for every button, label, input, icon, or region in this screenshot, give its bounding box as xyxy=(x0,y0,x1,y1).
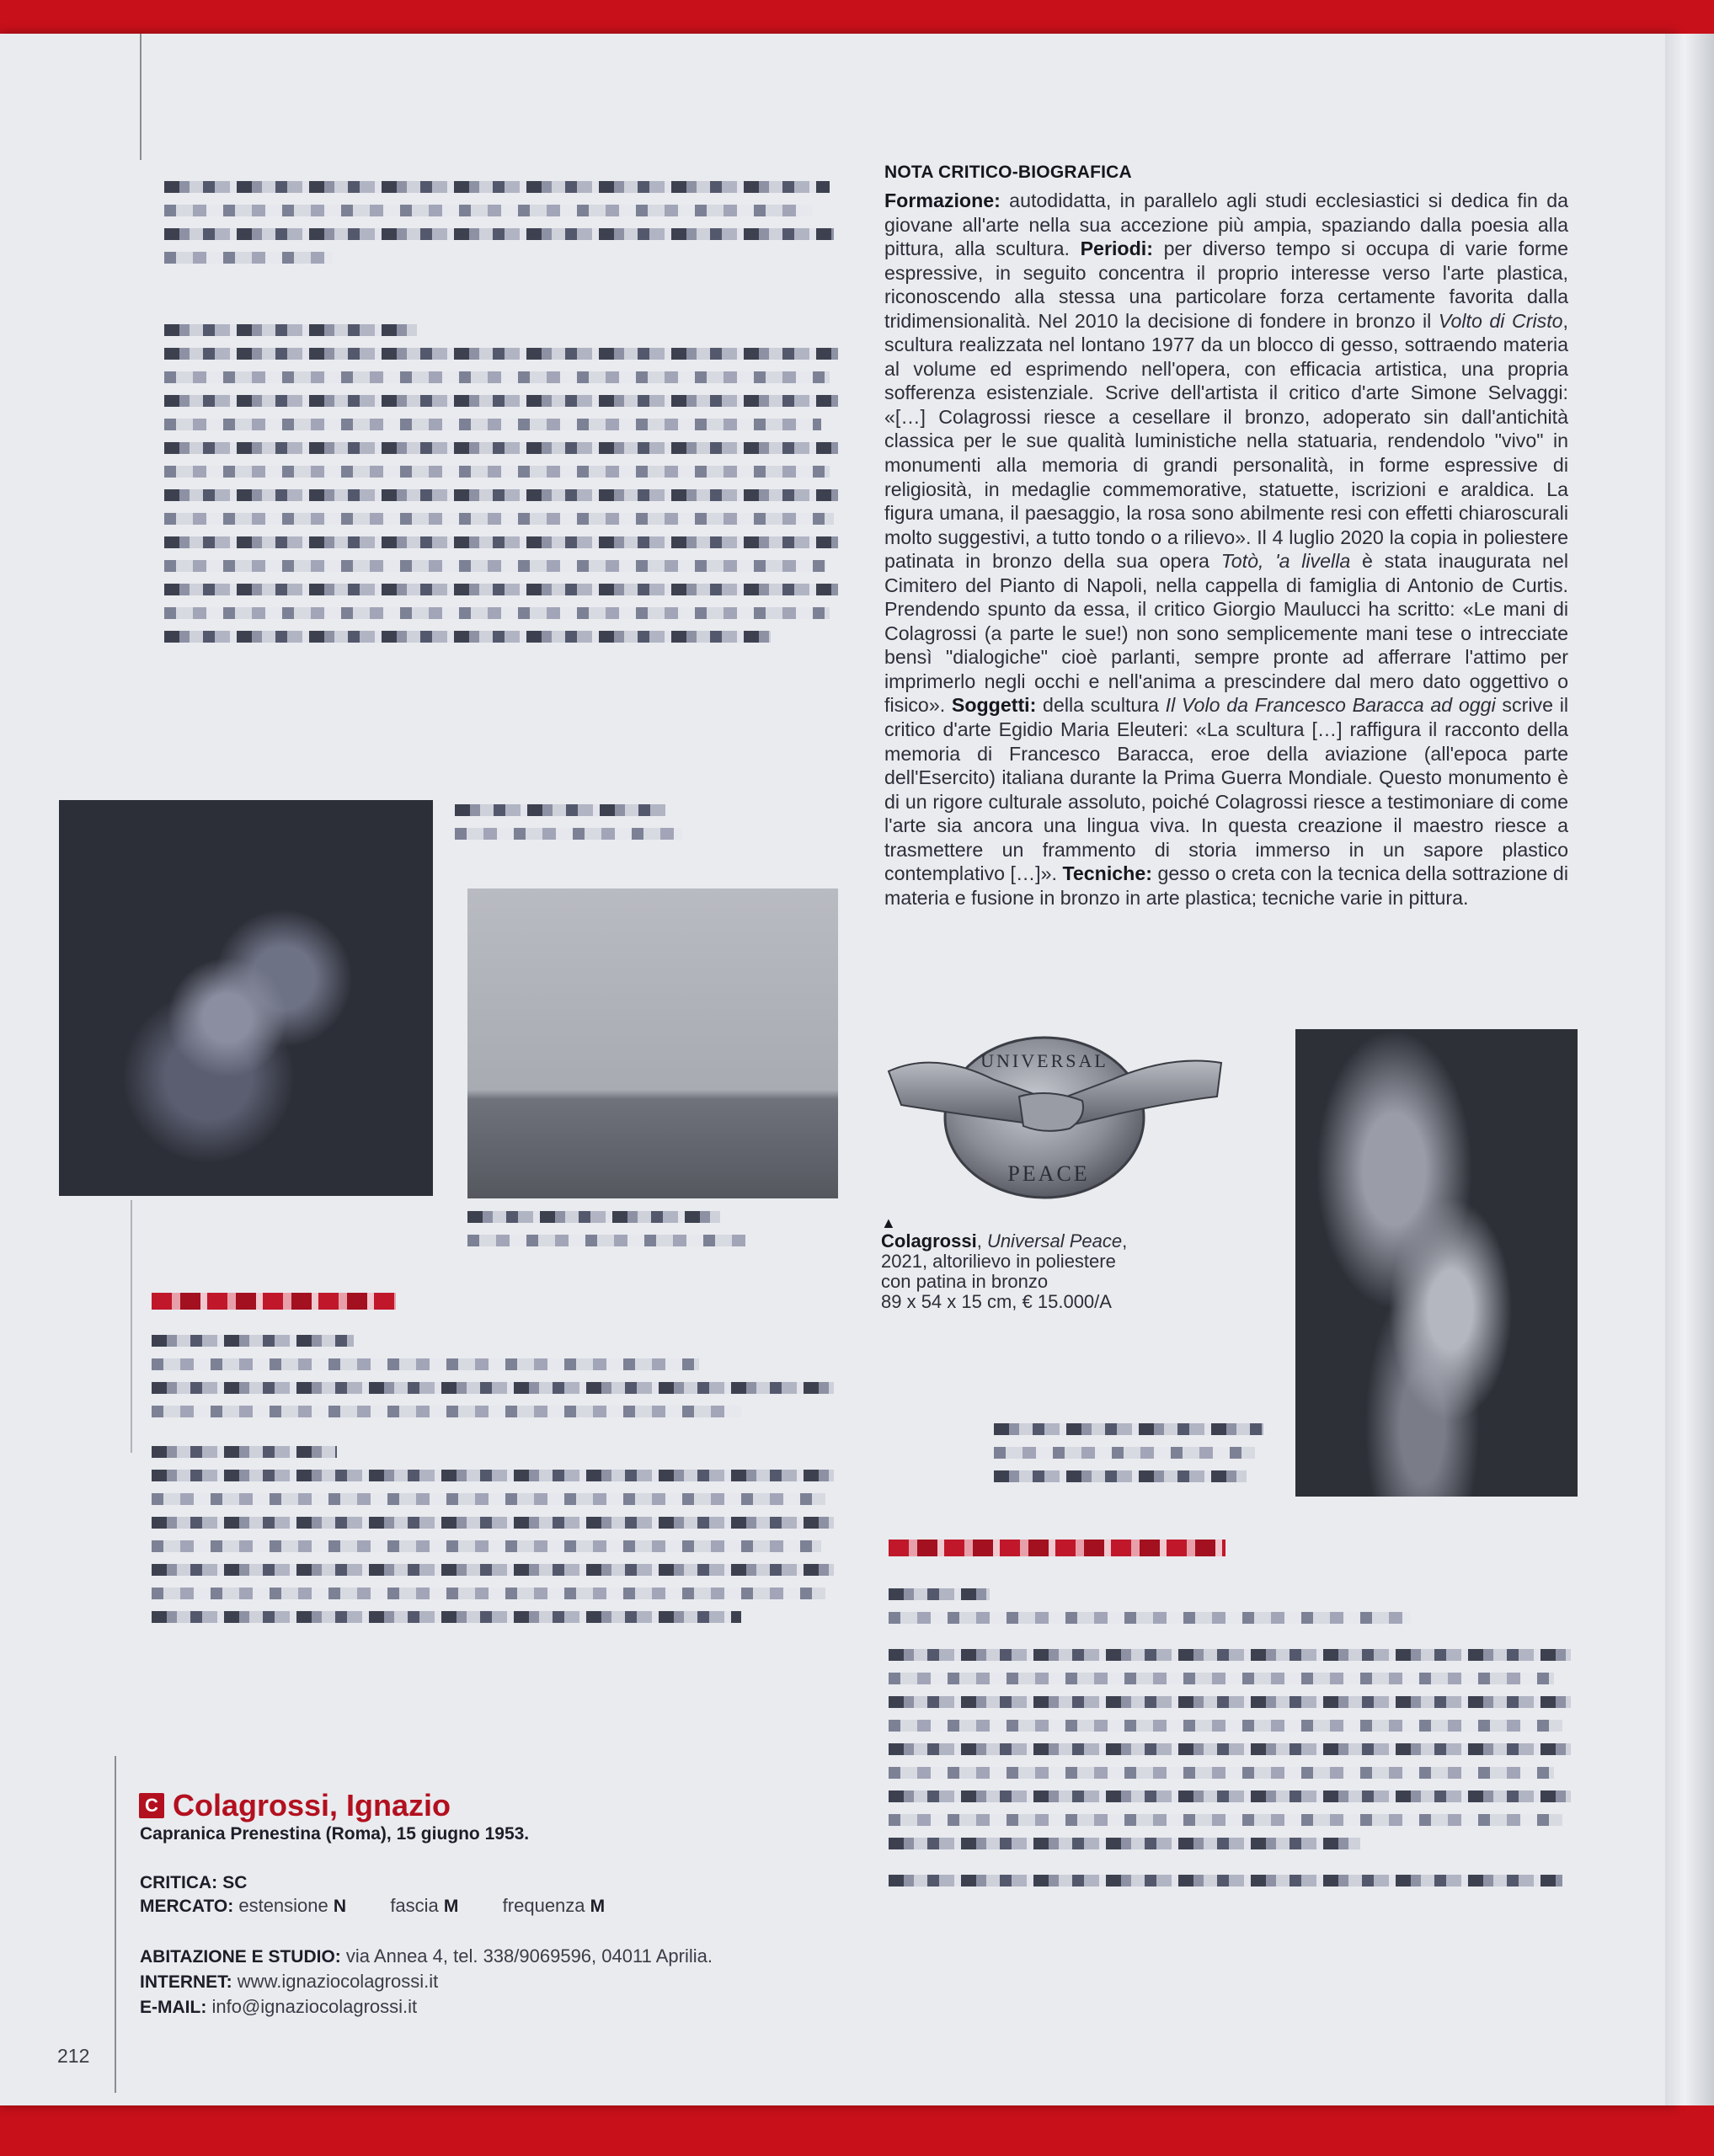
artwork-image-1 xyxy=(59,800,433,1196)
medal-top-text: UNIVERSAL xyxy=(980,1050,1108,1071)
email-line xyxy=(140,1996,417,2018)
formazione-text: autodidatta, in parallelo agli studi ecclesiastici si dedica fin da giovane all'arte nella sua accezione più ampia, spaziando dalla poesia alla pittura, alla scultura. xyxy=(884,189,1568,260)
internet-label: INTERNET: xyxy=(140,1972,232,1992)
soggetti-text-2: scrive il critico d'arte Egidio Maria Eleuteri: «La scultura […] raffigura il racconto della memoria di Francesco Baracca, eroe della aviazione (all'epoca parte dell'Esercito) italiana durante la Prima Guerra Mondiale. Questo monumento è di un rigore culturale assoluto, poiché Colagrossi riesce a testimoniare di come l'arte sia ancora una lingua viva. In questa creazione il maestro riesce a trasmettere un frammento di storia immerso in un sapore plastico contemplativo […]». xyxy=(884,694,1568,885)
page-edge xyxy=(1665,34,1714,2105)
page-number: 212 xyxy=(57,2045,90,2067)
abitazione-value: via Annea 4, tel. 338/9069596, 04011 Aprilia. xyxy=(345,1945,713,1967)
email-label: E-MAIL: xyxy=(140,1998,207,2017)
work-volto-di-cristo: Volto di Cristo xyxy=(1438,309,1563,332)
internet-line xyxy=(140,1971,438,1993)
caption-line-4: 89 x 54 x 15 cm, € 15.000/A xyxy=(881,1291,1112,1312)
blurred-caption-left xyxy=(467,1211,754,1258)
fascia-label: fascia xyxy=(390,1895,439,1916)
periodi-text-1: per diverso tempo si occupa di varie forme espressive, in seguito concentra il proprio interesse verso l'arte plastica, riconoscendo alla stessa una particolare forza certamente favorita dalla tridimensionalità. Nel 2010 la decisione di fondere in bronzo il xyxy=(884,237,1568,332)
blurred-entry-top xyxy=(164,181,838,275)
critica-line xyxy=(140,1871,247,1893)
abitazione-line xyxy=(140,1945,713,1967)
blurred-entry-3 xyxy=(889,1540,1579,1898)
artwork-image-3 xyxy=(1295,1029,1578,1497)
soggetti-label: Soggetti: xyxy=(951,694,1037,717)
nota-body xyxy=(884,189,1568,910)
caption-title: Universal Peace xyxy=(986,1230,1123,1251)
artwork-image-2 xyxy=(467,889,838,1198)
category-badge: C xyxy=(139,1793,164,1818)
work-toto-a-livella: Totò, 'a livella xyxy=(1220,550,1351,573)
estensione-value: N xyxy=(333,1897,347,1916)
frequenza-label: frequenza xyxy=(502,1895,585,1916)
caption-line-2: 2021, altorilievo in poliestere xyxy=(881,1251,1116,1272)
abitazione-label: ABITAZIONE E STUDIO: xyxy=(140,1947,341,1967)
caption-triangle-icon: ▲ xyxy=(881,1214,896,1231)
email-link[interactable]: info@ignaziocolagrossi.it xyxy=(211,1996,418,2017)
artist-name-text: Colagrossi, Ignazio xyxy=(173,1788,451,1822)
periodi-text-2: , scultura realizzata nel lontano 1977 da un blocco di gesso, sottraendo materia al volume ed esprimendo nell'opera, con efficacia artistica, una propria sofferenza esistenziale. Scrive dell'artista il critico d'arte Simone Selvaggi: «[…] Colagrossi riesce a cesellare il bronzo, adoperato sin dall'antichità classica per le sue qualità luministiche nella statuaria, rendendolo "vivo" in monumenti alla memoria di grandi personalità, in forme espressive di religiosità, in medaglie commemorative, statuette, iscrizioni e araldica. La figura umana, il paesaggio, la rosa sono abilmente resi con effetti chiaroscurali molto suggestivi, a tutto tondo o a rilievo». Il 4 luglio 2020 la copia in poliestere patinata in bronzo della sua opera xyxy=(884,309,1568,573)
formazione-label: Formazione: xyxy=(884,189,1001,211)
mercato-label: MERCATO: xyxy=(140,1897,234,1916)
mercato-line xyxy=(140,1895,605,1917)
medal-caption: ▲ Colagrossi, Universal Peace, 2021, altorilievo in poliestere con patina in bronzo 89 x 54 x 15 cm, € 15.000/A xyxy=(881,1213,1201,1312)
mid-margin-rule xyxy=(131,1200,132,1453)
periodi-text-3: è stata inaugurata nel Cimitero del Pianto di Napoli, nella cappella di famiglia di Antonio de Curtis. Prendendo spunto da essa, il critico Giorgio Maulucci ha scritto: «Le mani di Colagrossi (a parte le sue!) non sono semplicemente mani tese o intrecciate bensì "dialogiche" cioè parlanti, sempre pronte ad afferrare l'attimo per imprimerlo negli occhi e nell'anima a prescindere dal mero dato oggettivo o fisico». xyxy=(884,550,1568,717)
universal-peace-medal-image xyxy=(884,1029,1225,1202)
left-margin-rule xyxy=(140,34,141,160)
left-margin-rule-lower xyxy=(115,1756,116,2093)
critica-label: CRITICA: xyxy=(140,1873,218,1892)
frequenza-value: M xyxy=(590,1897,606,1916)
medal-bottom-text: PEACE xyxy=(1007,1161,1090,1186)
blurred-entry-2 xyxy=(152,1293,842,1635)
soggetti-text-1: della scultura xyxy=(1036,694,1166,717)
blurred-caption-3 xyxy=(994,1423,1272,1494)
tecniche-text: gesso o creta con la tecnica della sottrazione di materia e fusione in bronzo in arte plastica; tecniche varie in pittura. xyxy=(884,862,1568,909)
critica-value: SC xyxy=(222,1873,248,1892)
internet-link[interactable]: www.ignaziocolagrossi.it xyxy=(237,1971,439,1992)
blurred-entry-text xyxy=(164,324,838,654)
caption-line-3: con patina in bronzo xyxy=(881,1271,1049,1292)
tecniche-label: Tecniche: xyxy=(1062,862,1152,885)
caption-artist: Colagrossi xyxy=(881,1230,977,1251)
artist-birth: Capranica Prenestina (Roma), 15 giugno 1953. xyxy=(140,1824,530,1844)
periodi-label: Periodi: xyxy=(1080,237,1153,260)
nota-title: NOTA CRITICO-BIOGRAFICA xyxy=(884,163,1132,182)
estensione-label: estensione xyxy=(238,1895,328,1916)
blurred-caption-right xyxy=(455,804,691,851)
work-il-volo: Il Volo da Francesco Baracca ad oggi xyxy=(1165,694,1496,717)
fascia-value: M xyxy=(443,1897,459,1916)
artist-name xyxy=(139,1788,451,1823)
